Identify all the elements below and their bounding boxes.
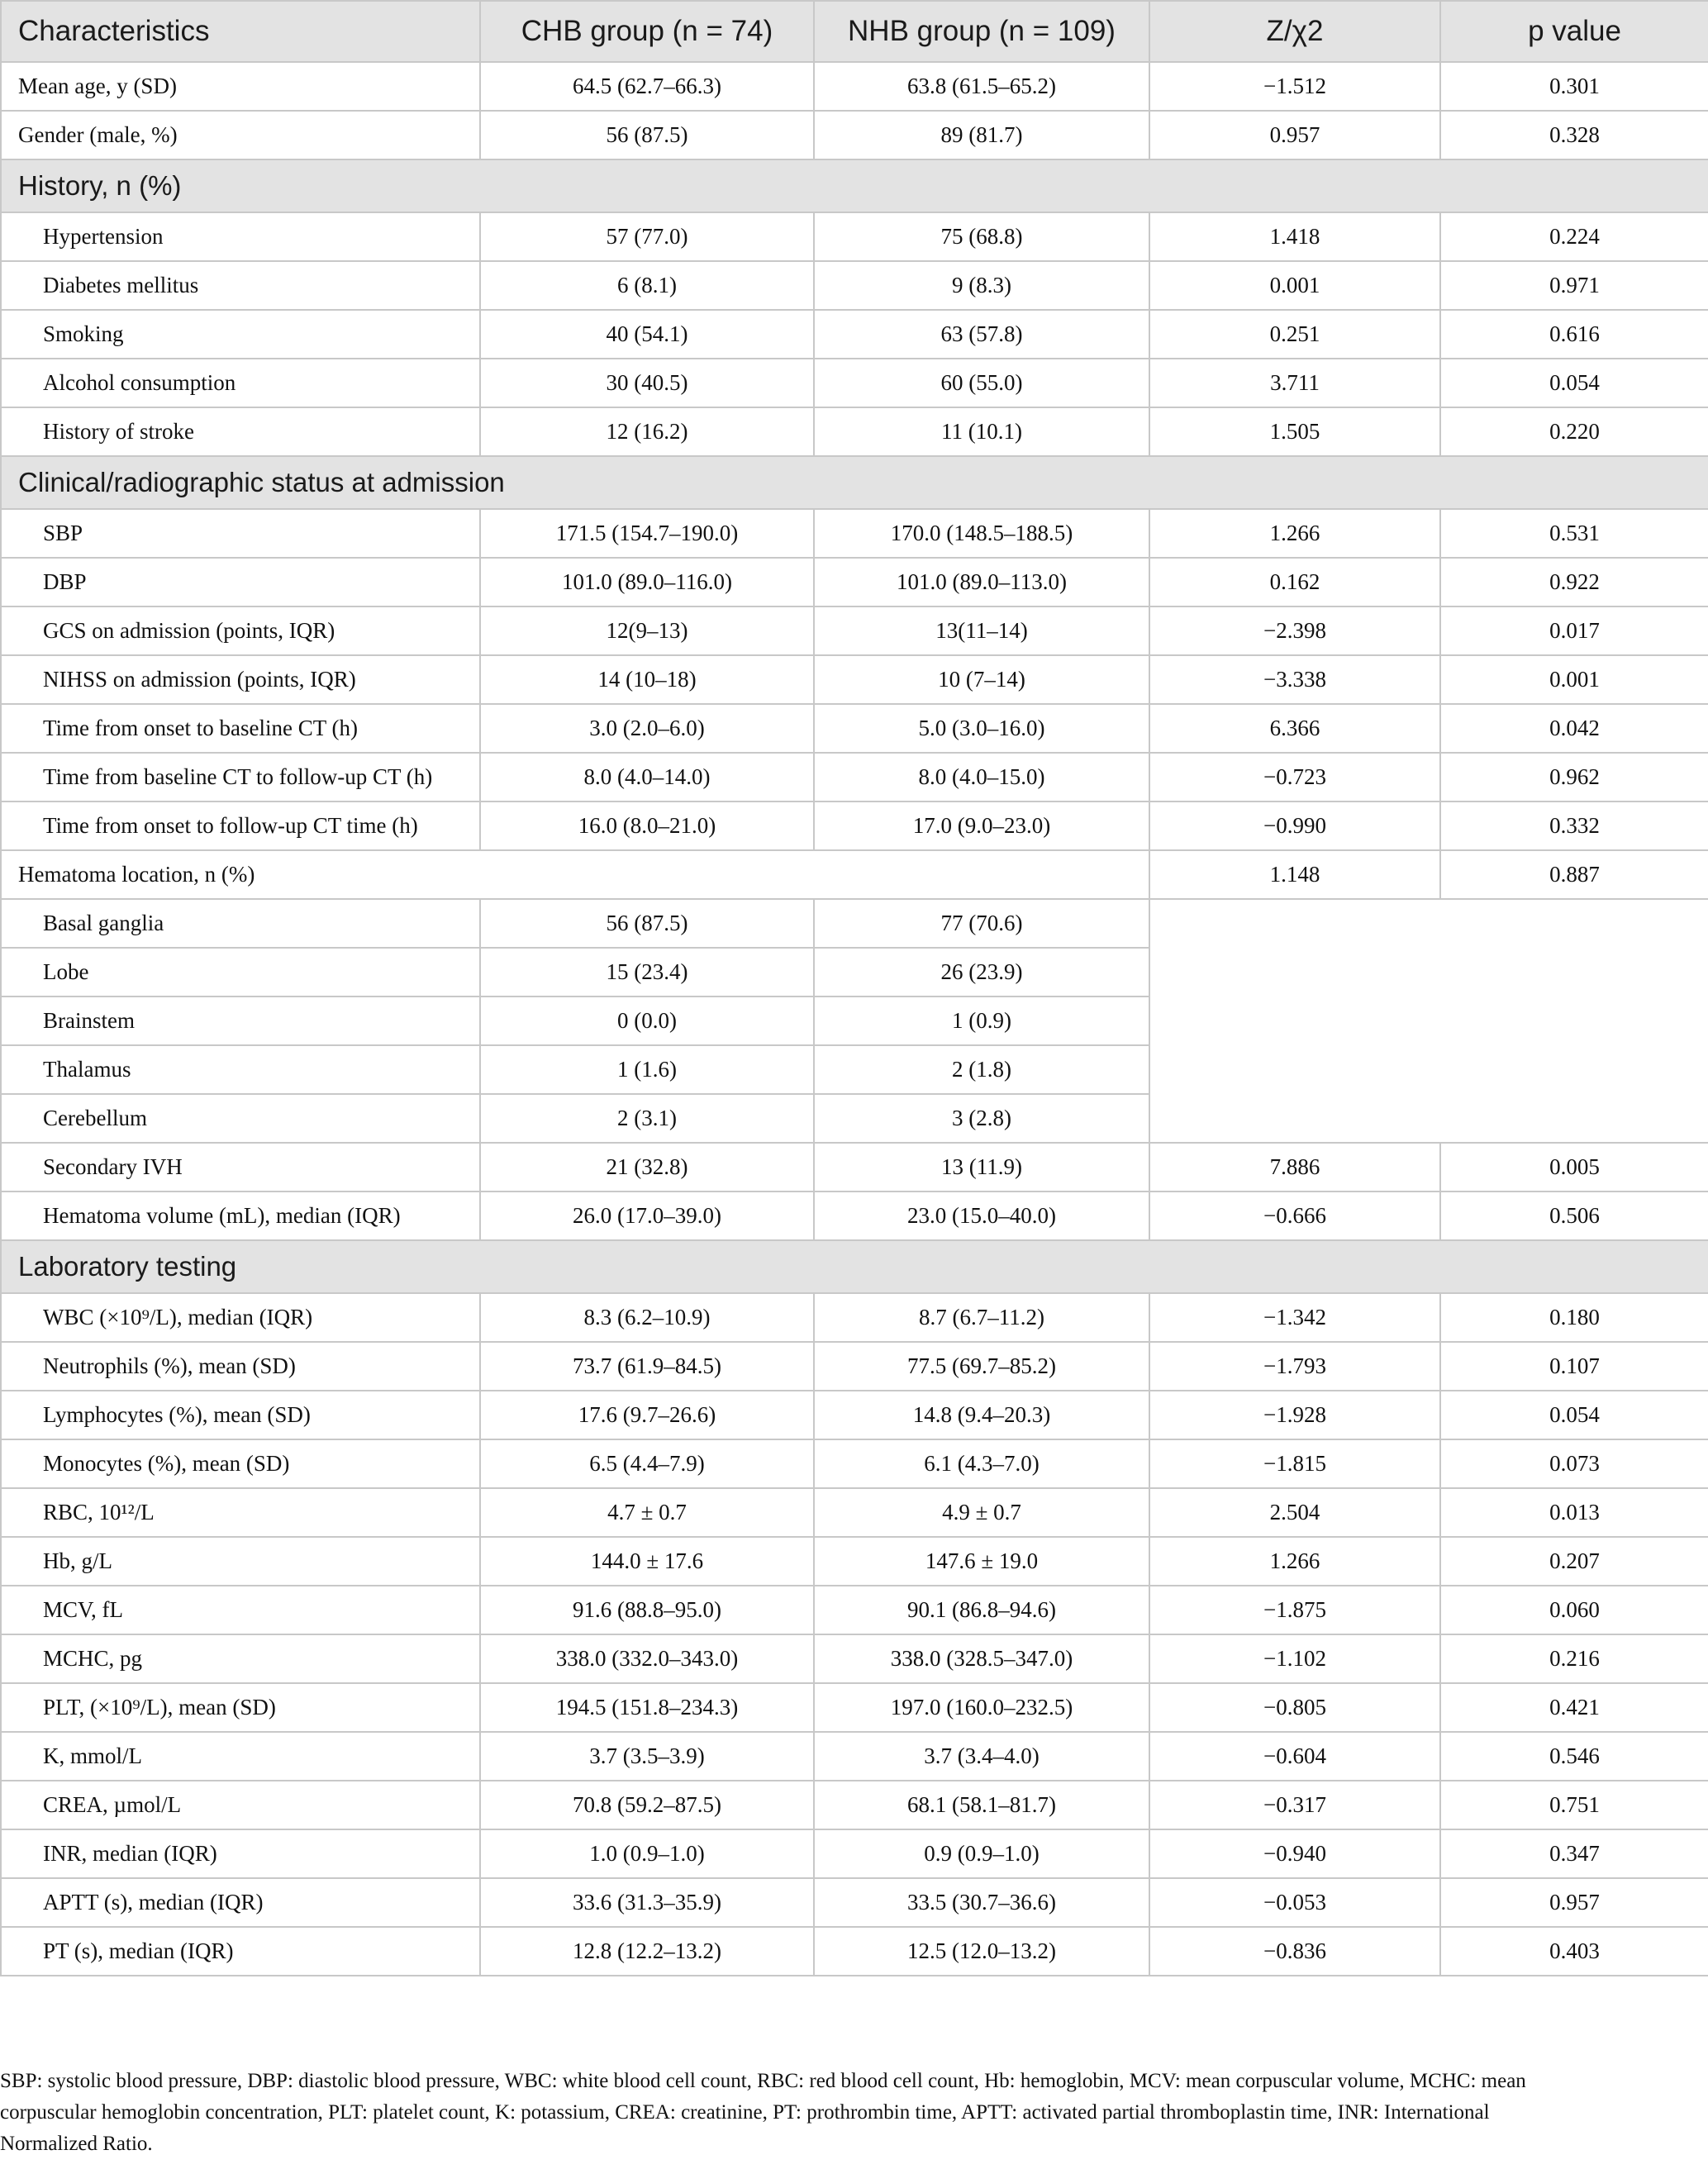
chb-cell: 1.0 (0.9–1.0) [480,1829,814,1878]
chb-cell: 12 (16.2) [480,407,814,456]
row-label: Mean age, y (SD) [1,62,480,111]
chb-cell: 2 (3.1) [480,1094,814,1143]
row-label: Lobe [1,948,480,997]
p-value-cell: 0.180 [1440,1293,1708,1342]
nhb-cell: 26 (23.9) [814,948,1149,997]
table-row [1,212,1708,261]
table-body [1,62,1708,1976]
nhb-cell: 14.8 (9.4–20.3) [814,1391,1149,1439]
nhb-cell: 101.0 (89.0–113.0) [814,558,1149,606]
z-chi2-cell: −1.815 [1149,1439,1440,1488]
row-label: Basal ganglia [1,899,480,948]
z-chi2-cell: −1.875 [1149,1586,1440,1634]
table-row [1,1143,1708,1192]
row-label: Smoking [1,310,480,359]
nhb-cell: 63.8 (61.5–65.2) [814,62,1149,111]
row-label: Secondary IVH [1,1143,480,1192]
table-row [1,1732,1708,1781]
z-chi2-cell: −0.990 [1149,801,1440,850]
row-label: Thalamus [1,1045,480,1094]
blank-stat-cell [1149,899,1708,1143]
p-value-cell: 0.060 [1440,1586,1708,1634]
row-label: Gender (male, %) [1,111,480,159]
z-chi2-cell: −1.102 [1149,1634,1440,1683]
table-row [1,310,1708,359]
table-row [1,1439,1708,1488]
z-chi2-cell: −0.053 [1149,1878,1440,1927]
chb-cell: 57 (77.0) [480,212,814,261]
chb-cell: 30 (40.5) [480,359,814,407]
section-label: History, n (%) [1,159,1708,212]
z-chi2-cell: 0.162 [1149,558,1440,606]
chb-cell: 14 (10–18) [480,655,814,704]
nhb-cell: 90.1 (86.8–94.6) [814,1586,1149,1634]
z-chi2-cell: −0.940 [1149,1829,1440,1878]
p-value-cell: 0.220 [1440,407,1708,456]
p-value-cell: 0.403 [1440,1927,1708,1976]
nhb-cell: 68.1 (58.1–81.7) [814,1781,1149,1829]
row-label: Lymphocytes (%), mean (SD) [1,1391,480,1439]
table-row [1,62,1708,111]
table-row [1,359,1708,407]
chb-cell: 15 (23.4) [480,948,814,997]
z-chi2-cell: 1.266 [1149,1537,1440,1586]
table-row [1,801,1708,850]
row-label: PT (s), median (IQR) [1,1927,480,1976]
p-value-cell: 0.216 [1440,1634,1708,1683]
nhb-cell: 3 (2.8) [814,1094,1149,1143]
z-chi2-cell: 1.148 [1149,850,1440,899]
header-p-value: p value [1440,1,1708,62]
nhb-cell: 12.5 (12.0–13.2) [814,1927,1149,1976]
table-header-row [1,1,1708,62]
z-chi2-cell: 3.711 [1149,359,1440,407]
p-value-cell: 0.054 [1440,359,1708,407]
z-chi2-cell: 7.886 [1149,1143,1440,1192]
z-chi2-cell: 2.504 [1149,1488,1440,1537]
table-footnote [0,2066,1694,2160]
row-label: MCHC, pg [1,1634,480,1683]
table-row [1,899,1708,948]
z-chi2-cell: 0.001 [1149,261,1440,310]
nhb-cell: 75 (68.8) [814,212,1149,261]
nhb-cell: 33.5 (30.7–36.6) [814,1878,1149,1927]
p-value-cell: 0.922 [1440,558,1708,606]
p-value-cell: 0.347 [1440,1829,1708,1878]
p-value-cell: 0.301 [1440,62,1708,111]
row-label: SBP [1,509,480,558]
table-row [1,407,1708,456]
row-label: Monocytes (%), mean (SD) [1,1439,480,1488]
header-nhb-group: NHB group (n = 109) [814,1,1149,62]
nhb-cell: 23.0 (15.0–40.0) [814,1192,1149,1240]
z-chi2-cell: −1.793 [1149,1342,1440,1391]
nhb-cell: 9 (8.3) [814,261,1149,310]
section-row [1,1240,1708,1293]
row-label: APTT (s), median (IQR) [1,1878,480,1927]
section-label: Laboratory testing [1,1240,1708,1293]
table-row [1,850,1708,899]
nhb-cell: 338.0 (328.5–347.0) [814,1634,1149,1683]
nhb-cell: 63 (57.8) [814,310,1149,359]
chb-cell: 64.5 (62.7–66.3) [480,62,814,111]
nhb-cell: 197.0 (160.0–232.5) [814,1683,1149,1732]
table-row [1,1829,1708,1878]
table-row [1,1391,1708,1439]
header-chb-group: CHB group (n = 74) [480,1,814,62]
p-value-cell: 0.073 [1440,1439,1708,1488]
p-value-cell: 0.751 [1440,1781,1708,1829]
section-row [1,456,1708,509]
table-row [1,1878,1708,1927]
row-label: NIHSS on admission (points, IQR) [1,655,480,704]
chb-cell: 56 (87.5) [480,111,814,159]
p-value-cell: 0.616 [1440,310,1708,359]
p-value-cell: 0.107 [1440,1342,1708,1391]
table-row [1,1192,1708,1240]
chb-cell: 73.7 (61.9–84.5) [480,1342,814,1391]
row-label: INR, median (IQR) [1,1829,480,1878]
table-row [1,1586,1708,1634]
chb-cell: 4.7 ± 0.7 [480,1488,814,1537]
nhb-cell: 13(11–14) [814,606,1149,655]
chb-cell: 3.0 (2.0–6.0) [480,704,814,753]
table-row [1,655,1708,704]
nhb-cell: 5.0 (3.0–16.0) [814,704,1149,753]
footnote-line: SBP: systolic blood pressure, DBP: diastolic blood pressure, WBC: white blood cell count, RBC: red blood cell count, Hb: hemoglobin, MCV: mean corpuscular volume, MCHC: mean [0,2070,1526,2092]
footnote-line: Normalized Ratio. [0,2133,153,2155]
p-value-cell: 0.328 [1440,111,1708,159]
p-value-cell: 0.017 [1440,606,1708,655]
chb-cell: 21 (32.8) [480,1143,814,1192]
nhb-cell: 3.7 (3.4–4.0) [814,1732,1149,1781]
table-row [1,1781,1708,1829]
chb-cell: 194.5 (151.8–234.3) [480,1683,814,1732]
z-chi2-cell: −0.317 [1149,1781,1440,1829]
row-label: Alcohol consumption [1,359,480,407]
chb-cell: 12.8 (12.2–13.2) [480,1927,814,1976]
row-label: Cerebellum [1,1094,480,1143]
p-value-cell: 0.013 [1440,1488,1708,1537]
section-label: Clinical/radiographic status at admission [1,456,1708,509]
row-label: Time from baseline CT to follow-up CT (h) [1,753,480,801]
nhb-cell: 10 (7–14) [814,655,1149,704]
row-label: Hematoma volume (mL), median (IQR) [1,1192,480,1240]
z-chi2-cell: −3.338 [1149,655,1440,704]
chb-cell: 70.8 (59.2–87.5) [480,1781,814,1829]
p-value-cell: 0.224 [1440,212,1708,261]
chb-cell: 8.0 (4.0–14.0) [480,753,814,801]
table-row [1,558,1708,606]
nhb-cell: 77 (70.6) [814,899,1149,948]
nhb-cell: 2 (1.8) [814,1045,1149,1094]
row-label: Time from onset to follow-up CT time (h) [1,801,480,850]
chb-cell: 144.0 ± 17.6 [480,1537,814,1586]
p-value-cell: 0.506 [1440,1192,1708,1240]
table-row [1,1488,1708,1537]
table-row [1,1927,1708,1976]
p-value-cell: 0.887 [1440,850,1708,899]
nhb-cell: 11 (10.1) [814,407,1149,456]
nhb-cell: 89 (81.7) [814,111,1149,159]
table-row [1,1537,1708,1586]
table-row [1,1683,1708,1732]
p-value-cell: 0.332 [1440,801,1708,850]
chb-cell: 338.0 (332.0–343.0) [480,1634,814,1683]
table-row [1,1342,1708,1391]
p-value-cell: 0.005 [1440,1143,1708,1192]
z-chi2-cell: 0.251 [1149,310,1440,359]
table-row [1,753,1708,801]
row-label: Hypertension [1,212,480,261]
nhb-cell: 0.9 (0.9–1.0) [814,1829,1149,1878]
nhb-cell: 60 (55.0) [814,359,1149,407]
chb-cell: 12(9–13) [480,606,814,655]
z-chi2-cell: −1.512 [1149,62,1440,111]
table-row [1,1634,1708,1683]
p-value-cell: 0.957 [1440,1878,1708,1927]
p-value-cell: 0.054 [1440,1391,1708,1439]
nhb-cell: 170.0 (148.5–188.5) [814,509,1149,558]
z-chi2-cell: −0.723 [1149,753,1440,801]
p-value-cell: 0.042 [1440,704,1708,753]
chb-cell: 0 (0.0) [480,997,814,1045]
z-chi2-cell: −1.342 [1149,1293,1440,1342]
row-label: Hematoma location, n (%) [1,850,1149,899]
row-label: RBC, 10¹²/L [1,1488,480,1537]
section-row [1,159,1708,212]
chb-cell: 40 (54.1) [480,310,814,359]
row-label: MCV, fL [1,1586,480,1634]
table-row [1,1293,1708,1342]
row-label: K, mmol/L [1,1732,480,1781]
z-chi2-cell: −0.805 [1149,1683,1440,1732]
p-value-cell: 0.421 [1440,1683,1708,1732]
nhb-cell: 8.7 (6.7–11.2) [814,1293,1149,1342]
chb-cell: 91.6 (88.8–95.0) [480,1586,814,1634]
row-label: PLT, (×10⁹/L), mean (SD) [1,1683,480,1732]
p-value-cell: 0.531 [1440,509,1708,558]
header-characteristics: Characteristics [1,1,480,62]
chb-cell: 1 (1.6) [480,1045,814,1094]
chb-cell: 16.0 (8.0–21.0) [480,801,814,850]
z-chi2-cell: 1.266 [1149,509,1440,558]
p-value-cell: 0.207 [1440,1537,1708,1586]
row-label: CREA, µmol/L [1,1781,480,1829]
p-value-cell: 0.546 [1440,1732,1708,1781]
z-chi2-cell: 0.957 [1149,111,1440,159]
chb-cell: 17.6 (9.7–26.6) [480,1391,814,1439]
z-chi2-cell: 1.505 [1149,407,1440,456]
z-chi2-cell: 1.418 [1149,212,1440,261]
nhb-cell: 4.9 ± 0.7 [814,1488,1149,1537]
chb-cell: 6.5 (4.4–7.9) [480,1439,814,1488]
row-label: Brainstem [1,997,480,1045]
row-label: DBP [1,558,480,606]
chb-cell: 101.0 (89.0–116.0) [480,558,814,606]
table-row [1,606,1708,655]
table-row [1,509,1708,558]
z-chi2-cell: −0.666 [1149,1192,1440,1240]
row-label: WBC (×10⁹/L), median (IQR) [1,1293,480,1342]
p-value-cell: 0.001 [1440,655,1708,704]
z-chi2-cell: −2.398 [1149,606,1440,655]
table-row [1,111,1708,159]
row-label: Hb, g/L [1,1537,480,1586]
z-chi2-cell: −0.604 [1149,1732,1440,1781]
row-label: GCS on admission (points, IQR) [1,606,480,655]
p-value-cell: 0.971 [1440,261,1708,310]
row-label: History of stroke [1,407,480,456]
nhb-cell: 6.1 (4.3–7.0) [814,1439,1149,1488]
chb-cell: 26.0 (17.0–39.0) [480,1192,814,1240]
nhb-cell: 1 (0.9) [814,997,1149,1045]
row-label: Diabetes mellitus [1,261,480,310]
chb-cell: 171.5 (154.7–190.0) [480,509,814,558]
z-chi2-cell: 6.366 [1149,704,1440,753]
nhb-cell: 13 (11.9) [814,1143,1149,1192]
p-value-cell: 0.962 [1440,753,1708,801]
row-label: Time from onset to baseline CT (h) [1,704,480,753]
chb-cell: 33.6 (31.3–35.9) [480,1878,814,1927]
chb-cell: 56 (87.5) [480,899,814,948]
footnote-line: corpuscular hemoglobin concentration, PLT: platelet count, K: potassium, CREA: creatinine, PT: prothrombin time, APTT: activated partial thromboplastin time, INR: International [0,2101,1490,2124]
table-row [1,261,1708,310]
chb-cell: 6 (8.1) [480,261,814,310]
chb-cell: 8.3 (6.2–10.9) [480,1293,814,1342]
z-chi2-cell: −0.836 [1149,1927,1440,1976]
nhb-cell: 8.0 (4.0–15.0) [814,753,1149,801]
nhb-cell: 17.0 (9.0–23.0) [814,801,1149,850]
nhb-cell: 147.6 ± 19.0 [814,1537,1149,1586]
chb-cell: 3.7 (3.5–3.9) [480,1732,814,1781]
nhb-cell: 77.5 (69.7–85.2) [814,1342,1149,1391]
z-chi2-cell: −1.928 [1149,1391,1440,1439]
table-row [1,704,1708,753]
header-z-chi2: Z/χ2 [1149,1,1440,62]
row-label: Neutrophils (%), mean (SD) [1,1342,480,1391]
